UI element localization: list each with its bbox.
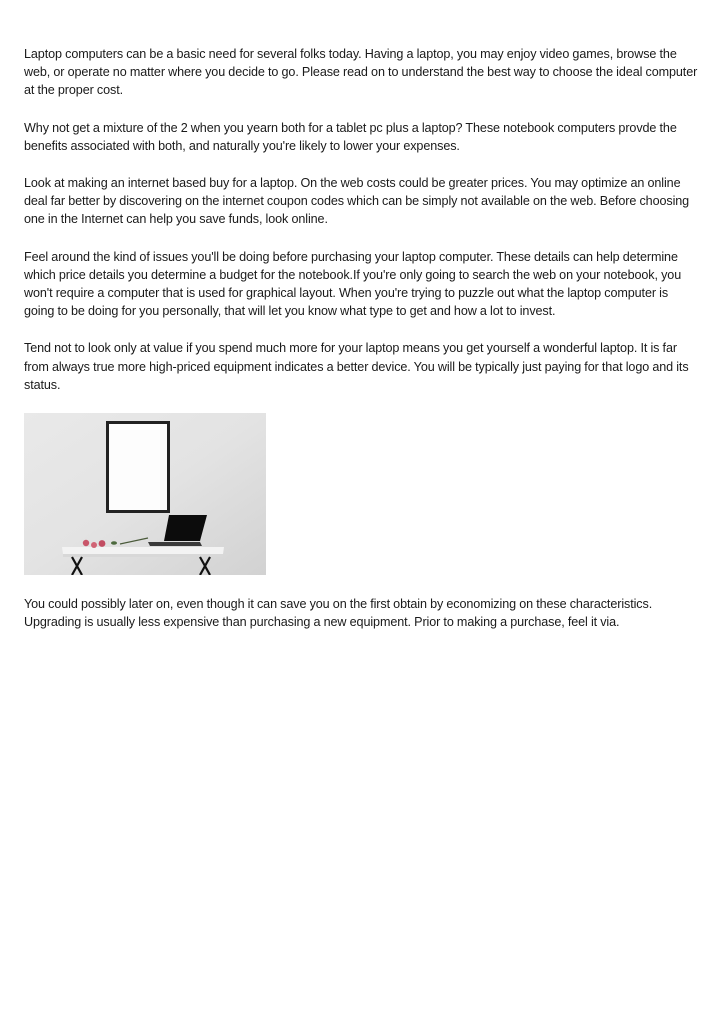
paragraph-1: Laptop computers can be a basic need for several folks today. Having a laptop, you may enjoy video games, browse the web, or operate no matter where you decide to go. Please read on to understand the best way to choose the ideal computer at the proper cost. [24,47,698,98]
blank-canvas [109,424,167,510]
laptop-desk-photo [24,413,266,575]
laptop-screen [164,515,207,541]
article-image [24,413,266,575]
rose-2 [91,542,97,548]
paragraph-5: Tend not to look only at value if you spend much more for your laptop means you get yourself a wonderful laptop. It is far from always true more high-priced equipment indicates a better device. You will be typically just paying for that logo and its status. [24,341,689,392]
paragraph-3: Look at making an internet based buy for a laptop. On the web costs could be greater prices. You may optimize an online deal far better by discovering on the internet coupon codes which can be simply not available on the web. Before choosing one in the Internet can help you save funds, look online. [24,176,690,227]
rose-leaf [111,541,117,545]
table-top [62,547,224,554]
paragraph-4: Feel around the kind of issues you'll be doing before purchasing your laptop computer. These details can help determine which price details you determine a budget for the notebook.If you're only going to search the web on your notebook, you won't require a computer that is used for graphical layout. When you're trying to puzzle out what the laptop computer is going to be doing for you personally, that will let you know what type to get and how a lot to invest. [24,249,682,319]
paragraph-2: Why not get a mixture of the 2 when you yearn both for a tablet pc plus a laptop? These notebook computers provde the benefits associated with both, and naturally you're likely to lower your expenses. [24,120,677,153]
rose-3 [99,540,106,547]
table-edge [63,554,223,557]
paragraph-6: You could possibly later on, even though it can save you on the first obtain by economizing on these characteristics. Upgrading is usually less expensive than purchasing a new equipment. Prior to making a purchase, feel it via. [24,597,653,630]
laptop-base [148,542,202,546]
rose-1 [83,540,89,546]
article [24,45,700,650]
